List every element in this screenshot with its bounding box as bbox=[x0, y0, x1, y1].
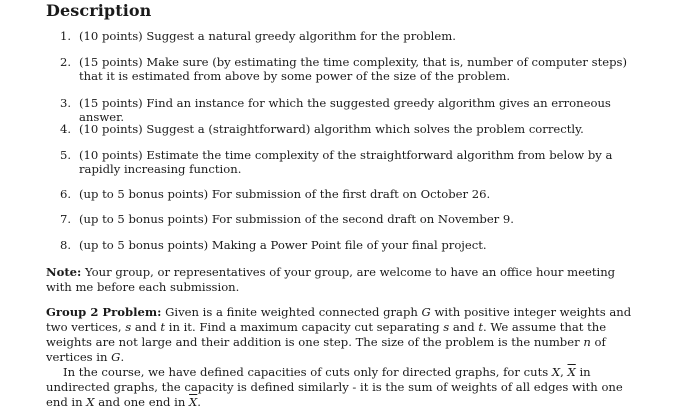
math-symbol-complement: $\overline{X}$ bbox=[189, 395, 198, 409]
list-item bbox=[60, 238, 640, 252]
list-item bbox=[60, 122, 640, 136]
problem-text: and bbox=[449, 320, 479, 334]
problem-text: In the course, we have defined capacities of cuts only for directed graphs, for cuts bbox=[63, 365, 552, 379]
item-text: (up to 5 bonus points) For submission of the first draft on October 26. bbox=[79, 187, 491, 201]
list-item bbox=[60, 96, 640, 124]
list-item bbox=[60, 212, 640, 226]
item-number: 3. bbox=[60, 96, 72, 110]
problem-label: Group 2 Problem: bbox=[46, 305, 162, 319]
note-label: Note: bbox=[46, 265, 82, 279]
math-symbol: t bbox=[160, 320, 166, 334]
list-item bbox=[60, 187, 640, 201]
item-number: 8. bbox=[60, 238, 72, 252]
item-text: (up to 5 bonus points) Making a Power Point file of your final project. bbox=[79, 238, 487, 252]
list-item bbox=[60, 55, 640, 83]
problem-text: . bbox=[120, 350, 125, 364]
item-text: (10 points) Suggest a (straightforward) algorithm which solves the problem correctly. bbox=[79, 122, 584, 136]
item-number: 7. bbox=[60, 212, 72, 226]
note-text: Your group, or representatives of your group, are welcome to have an office hour meeting with me before each submission. bbox=[46, 265, 616, 294]
note-paragraph bbox=[46, 265, 642, 295]
item-number: 4. bbox=[60, 122, 72, 136]
problem-text: . We assume that the weights are not large and their addition is one step. The size of the problem is the number bbox=[46, 320, 607, 349]
math-symbol: s bbox=[125, 320, 132, 334]
section-heading: Description bbox=[46, 1, 152, 20]
item-text: (10 points) Estimate the time complexity of the straightforward algorithm from below by a rapidly increasing function. bbox=[79, 148, 613, 176]
item-number: 2. bbox=[60, 55, 72, 69]
item-number: 5. bbox=[60, 148, 72, 162]
problem-text: in it. Find a maximum capacity cut separating bbox=[165, 320, 444, 334]
problem-text: and one end in bbox=[94, 395, 190, 409]
problem-text: and bbox=[131, 320, 161, 334]
math-symbol: n bbox=[583, 335, 591, 349]
math-symbol: s bbox=[443, 320, 450, 334]
item-text: (15 points) Make sure (by estimating the time complexity, that is, number of computer steps) that it is estimated from above by some power of the size of the problem. bbox=[79, 55, 628, 83]
item-number: 6. bbox=[60, 187, 72, 201]
problem-text: of vertices in bbox=[46, 335, 606, 364]
item-text: (10 points) Suggest a natural greedy algorithm for the problem. bbox=[79, 29, 456, 43]
problem-text: Given is a finite weighted connected graph bbox=[161, 305, 422, 319]
problem-text: . bbox=[197, 395, 201, 409]
math-symbol: X bbox=[86, 395, 95, 409]
math-symbol: t bbox=[478, 320, 484, 334]
math-symbol: X bbox=[551, 365, 561, 379]
problem-text: , bbox=[560, 365, 568, 379]
problem-text: with positive integer weights and two vertices, bbox=[46, 305, 632, 334]
math-symbol-complement: $\overline{X}$ bbox=[567, 365, 576, 379]
item-text: (15 points) Find an instance for which the suggested greedy algorithm gives an erroneous answer. bbox=[79, 96, 611, 124]
problem-paragraph bbox=[46, 305, 642, 410]
item-number: 1. bbox=[60, 29, 72, 43]
math-symbol: G bbox=[421, 305, 431, 319]
list-item bbox=[60, 29, 640, 43]
math-symbol: G bbox=[111, 350, 121, 364]
list-item bbox=[60, 148, 640, 176]
problem-text: in undirected graphs, the capacity is defined similarly - it is the sum of weights of all edges with one end in bbox=[46, 365, 623, 409]
item-text: (up to 5 bonus points) For submission of the second draft on November 9. bbox=[79, 212, 514, 226]
